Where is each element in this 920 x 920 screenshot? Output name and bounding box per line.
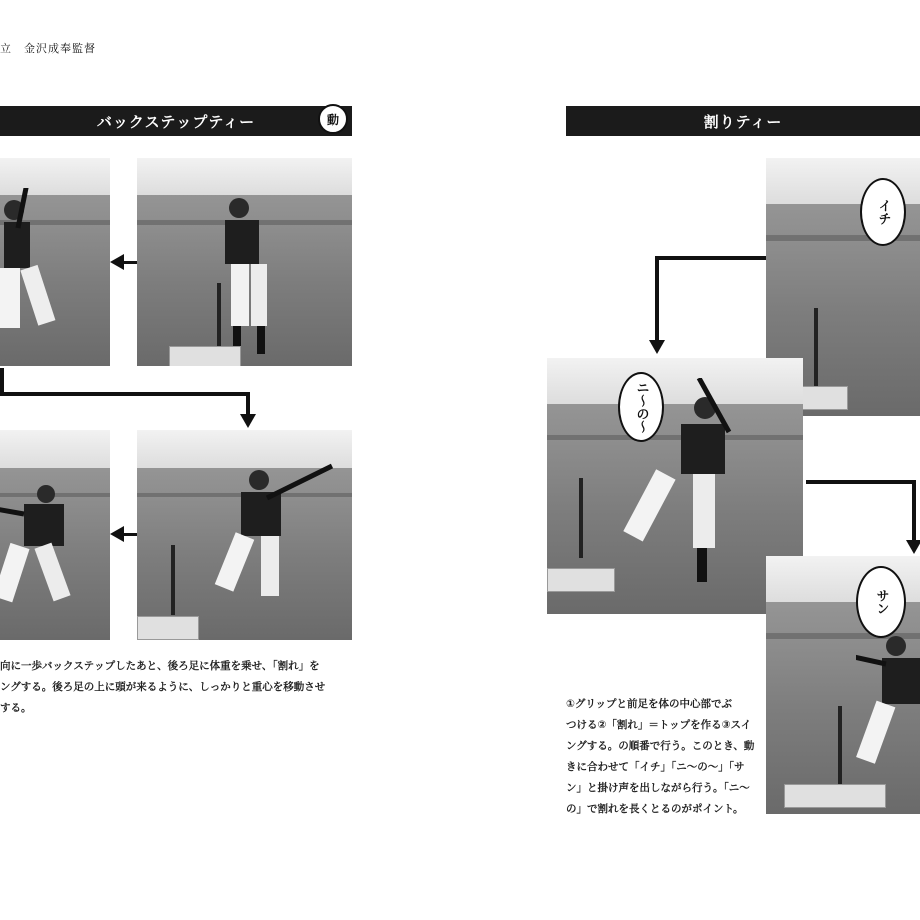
arrow-down-head-icon [649, 340, 665, 354]
movement-badge [318, 104, 348, 134]
connector-ni-down [912, 480, 916, 542]
left-photo-step-4 [0, 430, 110, 640]
left-photo-step-3 [137, 430, 352, 640]
connector-ichi-down [655, 256, 659, 342]
connector-vertical [0, 368, 4, 394]
connector-horizontal [0, 392, 250, 396]
movement-badge-label: 動 [326, 112, 339, 127]
speech-bubble-ichi [860, 178, 906, 246]
arrow-left-head-icon [110, 526, 124, 542]
left-photo-step-1 [137, 158, 352, 366]
right-caption-line-4: きに合わせて「イチ」「ニ〜の〜」「サ [566, 761, 745, 773]
speech-bubble-ichi-text: イチ [875, 199, 891, 225]
arrow-left-head-icon [110, 254, 124, 270]
left-caption-line-1: 向に一歩バックステップしたあと、後ろ足に体重を乗せ、「割れ」を [0, 660, 320, 672]
speech-bubble-san [856, 566, 906, 638]
right-caption-line-5: ン」と掛け声を出しながら行う。「ニ〜 [566, 782, 750, 794]
right-photo-ni-no [547, 358, 803, 614]
left-photo-step-2 [0, 158, 110, 366]
connector-ichi-horizontal [656, 256, 766, 260]
speech-bubble-ni-no [618, 372, 664, 442]
right-caption-line-2: つける②「割れ」＝トップを作る③スイ [566, 719, 752, 731]
speech-bubble-ni-no-text: ニ〜の〜 [633, 381, 649, 433]
left-caption-line-3: する。 [0, 702, 32, 714]
arrow-down-head-icon [240, 414, 256, 428]
left-section-title: バックステップティー [96, 112, 256, 131]
right-caption-line-1: ①グリップと前足を体の中心部でぶ [566, 698, 732, 710]
connector-down [246, 392, 250, 416]
right-caption-line-6: の」で割れを長くとるのがポイント。 [566, 803, 744, 815]
page-header: 立 金沢成奉監督 [0, 42, 96, 55]
right-section-title-bar [566, 106, 920, 136]
speech-bubble-san-text: サン [873, 589, 889, 615]
connector-ni-horizontal [806, 480, 916, 484]
right-caption-line-3: ングする。の順番で行う。このとき、動 [566, 740, 755, 752]
arrow-down-head-icon [906, 540, 920, 554]
right-caption [566, 694, 756, 820]
left-caption-line-2: ングする。後ろ足の上に頭が来るように、しっかりと重心を移動させ [0, 681, 326, 693]
left-section-title-bar [0, 106, 352, 136]
right-section-title: 割りティー [703, 112, 783, 131]
left-caption [0, 656, 330, 719]
